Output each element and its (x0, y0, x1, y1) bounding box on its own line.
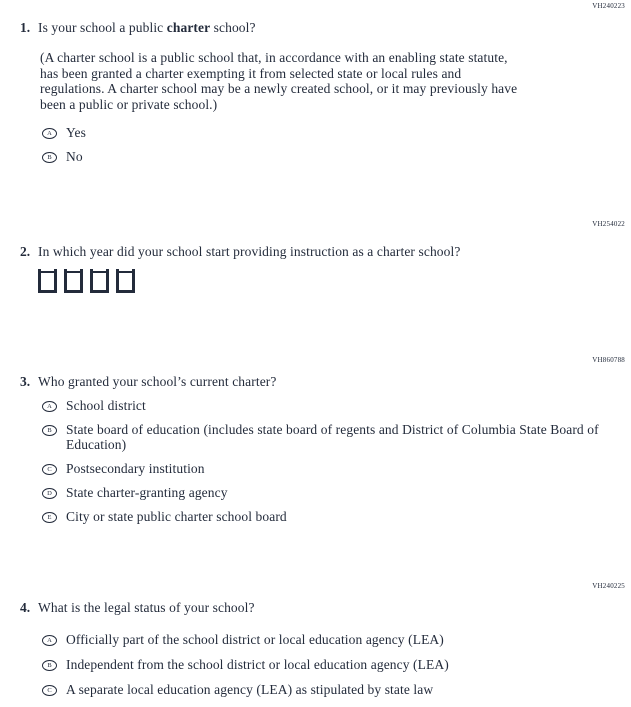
question-1-text (38, 20, 256, 36)
option-row (42, 682, 631, 697)
option-row (42, 509, 631, 524)
question-4-number: 4. (20, 600, 31, 615)
question-1-code: VH240223 (592, 2, 625, 10)
question-3-text: Who granted your school’s current charter? (38, 374, 277, 389)
question-1-number: 1. (20, 20, 31, 35)
question-1-options (42, 125, 631, 164)
option-label: No (66, 149, 83, 165)
question-3-code: VH860788 (592, 356, 625, 364)
question-4-options (42, 632, 631, 697)
option-label: Officially part of the school district or local education agency (LEA) (66, 632, 444, 647)
option-row (42, 657, 631, 672)
year-digit-box[interactable] (64, 269, 83, 293)
option-row (42, 422, 631, 452)
option-label: City or state public charter school board (66, 509, 287, 524)
question-3 (20, 374, 631, 390)
question-1-text-suffix: school? (210, 20, 256, 35)
option-label: A separate local education agency (LEA) as stipulated by state law (66, 682, 434, 697)
year-digit-box[interactable] (90, 269, 109, 293)
answer-bubble-a[interactable]: A (42, 128, 57, 139)
option-label: Postsecondary institution (66, 461, 205, 476)
option-row (42, 398, 631, 413)
answer-bubble-a[interactable]: A (42, 401, 57, 412)
option-label: State charter-granting agency (66, 485, 228, 500)
option-row (42, 125, 631, 140)
answer-bubble-c[interactable]: C (42, 685, 57, 696)
question-4-code: VH240225 (592, 582, 625, 590)
option-row (42, 461, 631, 476)
option-label: Yes (66, 125, 86, 141)
question-4-section (0, 582, 631, 707)
question-2-number: 2. (20, 244, 31, 259)
question-4 (20, 600, 631, 616)
question-1-definition-note: (A charter school is a public school that, in accordance with an enabling state statute, has been granted a charter exempting it from selected state or local rules and regulations. A charter school may be a newly created school, or it may previously have been a public or private school.) (40, 50, 518, 112)
option-label: School district (66, 398, 146, 413)
question-2-code: VH254022 (592, 220, 625, 228)
answer-bubble-b[interactable]: B (42, 425, 57, 436)
question-3-section (0, 356, 631, 533)
answer-bubble-d[interactable]: D (42, 488, 57, 499)
question-3-number: 3. (20, 374, 31, 389)
question-2 (20, 244, 631, 260)
question-3-options (42, 398, 631, 524)
option-row (42, 632, 631, 647)
year-digit-boxes (38, 269, 631, 293)
question-1-text-prefix: Is your school a public (38, 20, 167, 35)
question-1-text-bold: charter (166, 20, 211, 35)
option-label: Independent from the school district or local education agency (LEA) (66, 657, 449, 672)
option-label: State board of education (includes state board of regents and District of Columbia State Board of Education) (66, 422, 599, 452)
answer-bubble-b[interactable]: B (42, 152, 57, 163)
answer-bubble-c[interactable]: C (42, 464, 57, 475)
question-1 (20, 20, 631, 36)
question-2-text: In which year did your school start providing instruction as a charter school? (38, 244, 461, 259)
option-row (42, 149, 631, 164)
year-digit-box[interactable] (116, 269, 135, 293)
option-row (42, 485, 631, 500)
question-1-section (0, 2, 631, 173)
question-4-text: What is the legal status of your school? (38, 600, 255, 615)
answer-bubble-b[interactable]: B (42, 660, 57, 671)
question-2-section (0, 220, 631, 293)
answer-bubble-a[interactable]: A (42, 635, 57, 646)
year-digit-box[interactable] (38, 269, 57, 293)
answer-bubble-e[interactable]: E (42, 512, 57, 523)
